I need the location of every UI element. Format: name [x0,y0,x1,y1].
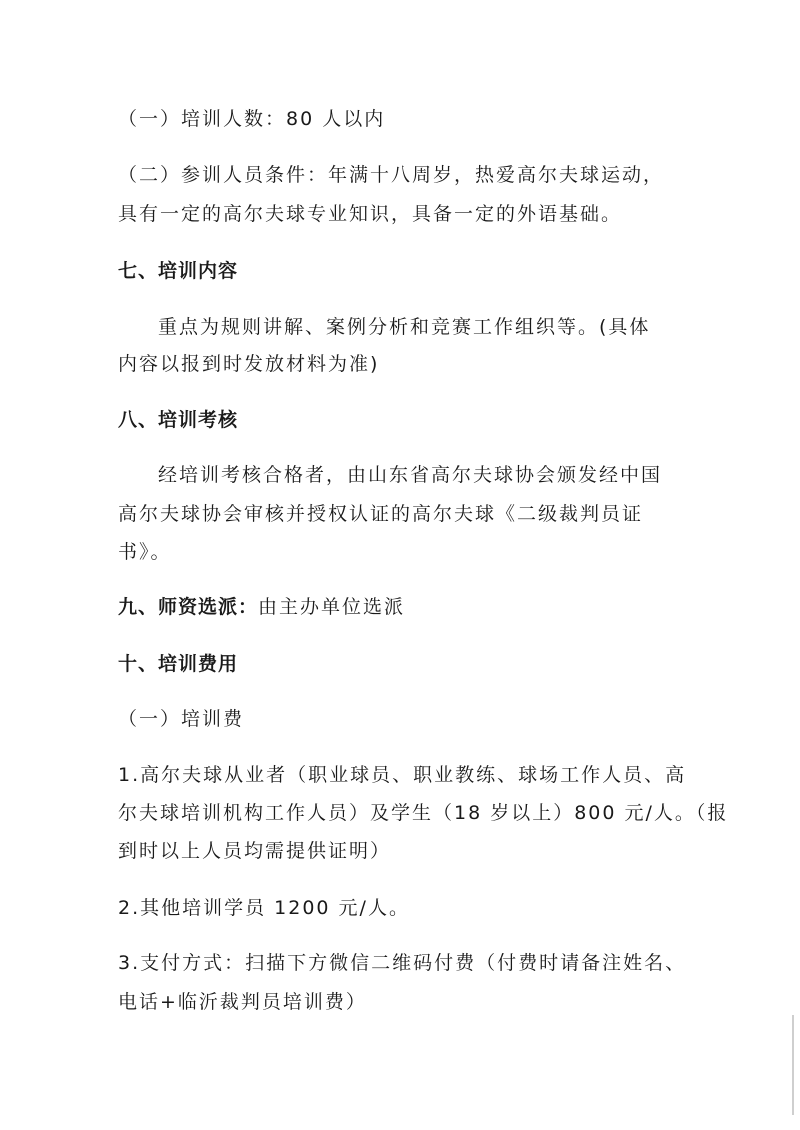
scan-edge-mark [792,1015,794,1115]
section-8-paragraph-line-2: 高尔夫球协会审核并授权认证的高尔夫球《二级裁判员证 [118,503,644,525]
section-8-paragraph-line-1: 经培训考核合格者，由山东省高尔夫球协会颁发经中国 [158,464,663,486]
section-8-heading: 八、培训考核 [118,409,239,431]
section-7-paragraph-line-2: 内容以报到时发放材料为准) [118,353,380,375]
participant-requirements-line-2: 具有一定的高尔夫球专业知识，具备一定的外语基础。 [118,203,623,225]
participant-requirements-line-1: （二）参训人员条件：年满十八周岁，热爱高尔夫球运动， [118,164,665,186]
section-7-heading: 七、培训内容 [118,260,239,282]
training-count-item: （一）培训人数：80 人以内 [118,108,386,130]
section-9-heading: 九、师资选派： [118,596,259,618]
training-fee-subheading: （一）培训费 [118,708,245,730]
section-8-paragraph-line-3: 书》。 [118,541,172,563]
payment-method-line-2: 电话+临沂裁判员培训费） [118,991,367,1013]
section-9-text: 由主办单位选派 [258,596,406,618]
section-9-line [118,594,405,620]
section-7-paragraph-line-1: 重点为规则讲解、案例分析和竞赛工作组织等。(具体 [158,316,651,338]
payment-method-line-1: 3.支付方式：扫描下方微信二维码付费（付费时请备注姓名、 [118,952,687,974]
fee-item-1-line-2: 尔夫球培训机构工作人员）及学生（18 岁以上）800 元/人。（报 [118,802,729,824]
section-10-heading: 十、培训费用 [118,653,239,675]
fee-item-1-line-1: 1.高尔夫球从业者（职业球员、职业教练、球场工作人员、高 [118,764,687,786]
fee-item-1-line-3: 到时以上人员均需提供证明） [118,840,392,862]
fee-item-2: 2.其他培训学员 1200 元/人。 [118,897,410,919]
